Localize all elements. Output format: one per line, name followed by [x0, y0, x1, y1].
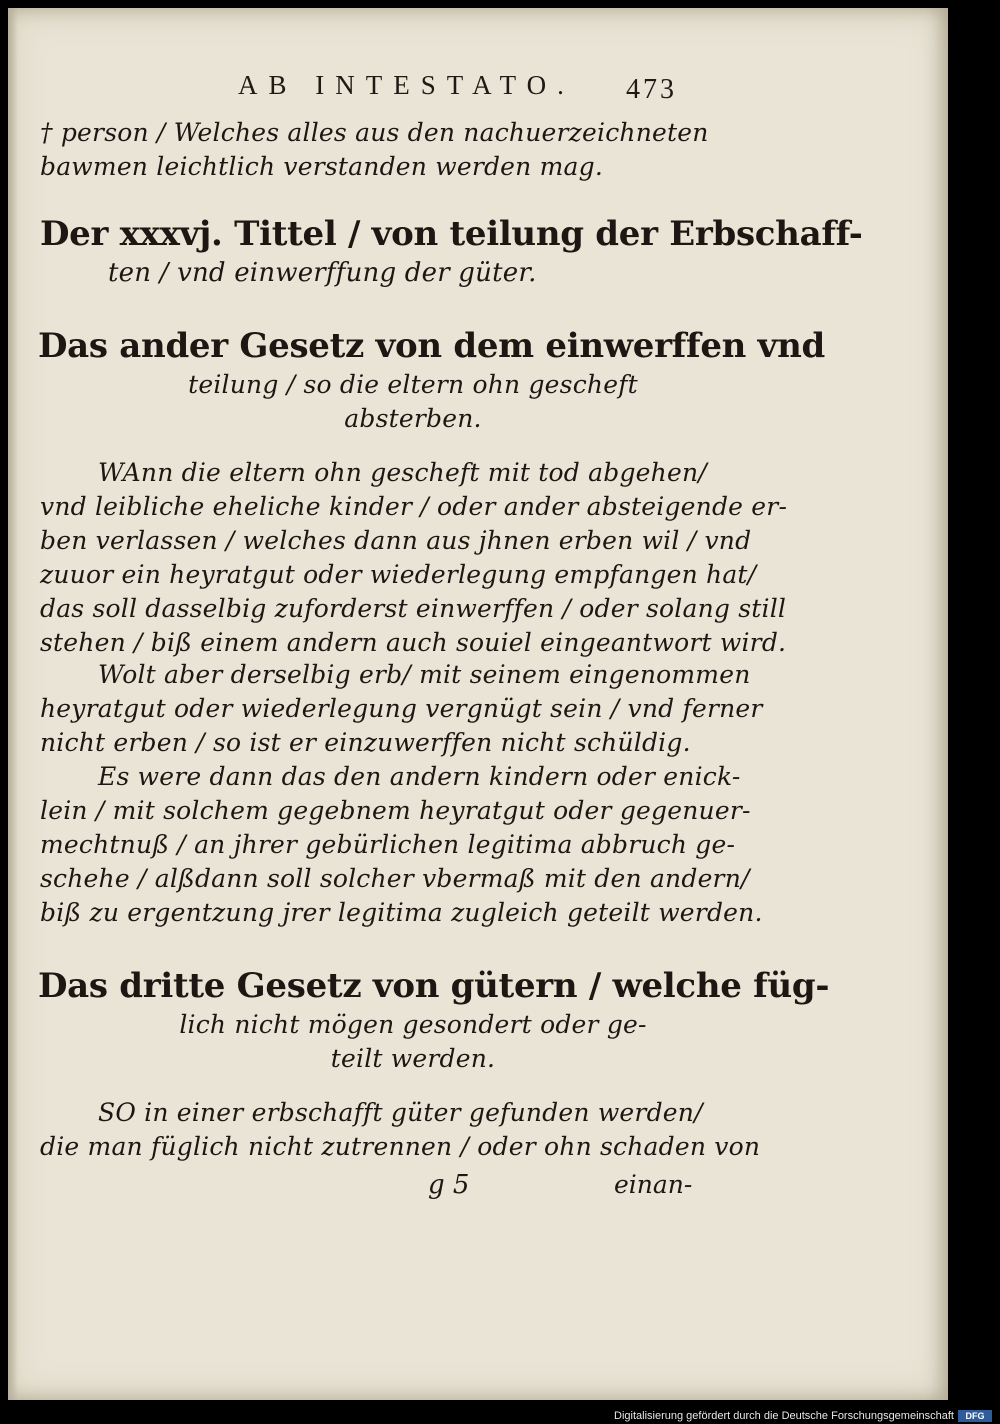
section-heading: Das dritte Gesetz von gütern / welche füg-	[38, 966, 830, 1006]
body-line: heyratgut oder wiederlegung vergnügt sein / vnd ferner	[40, 694, 763, 723]
dfg-logo: DFG	[958, 1410, 992, 1422]
body-line: das soll dasselbig zuforderst einwerffen / oder solang still	[40, 594, 787, 623]
digitization-credit: Digitalisierung gefördert durch die Deutsche Forschungsgemeinschaft	[614, 1410, 954, 1422]
intro-line: † person / Welches alles aus den nachuerzeichneten	[40, 118, 709, 147]
body-line: biß zu ergentzung jrer legitima zugleich geteilt werden.	[40, 898, 763, 927]
body-line: WAnn die eltern ohn gescheft mit tod abgehen/	[98, 458, 707, 487]
body-line: Wolt aber derselbig erb/ mit seinem eingenommen	[98, 660, 751, 689]
section-heading: Das ander Gesetz von dem einwerffen vnd	[38, 326, 825, 366]
section-heading: absterben.	[344, 404, 482, 433]
body-line: mechtnuß / an jhrer gebürlichen legitima abbruch ge-	[40, 830, 736, 859]
book-page	[8, 8, 948, 1400]
body-line: nicht erben / so ist er einzuwerffen nicht schüldig.	[40, 728, 691, 757]
title-line: Der xxxvj. Tittel / von teilung der Erbschaff-	[40, 214, 863, 254]
intro-line: bawmen leichtlich verstanden werden mag.	[40, 152, 603, 181]
running-head: AB INTESTATO.	[238, 70, 575, 100]
body-line: ben verlassen / welches dann aus jhnen erben wil / vnd	[40, 526, 752, 555]
body-line: lein / mit solchem gegebnem heyratgut oder gegenuer-	[40, 796, 751, 825]
section-heading: teilung / so die eltern ohn gescheft	[188, 370, 638, 399]
body-line: zuuor ein heyratgut oder wiederlegung empfangen hat/	[40, 560, 757, 589]
body-line: Es were dann das den andern kindern oder enick-	[98, 762, 741, 791]
body-line: vnd leibliche eheliche kinder / oder ander absteigende er-	[40, 492, 788, 521]
body-line: stehen / biß einem andern auch souiel eingeantwort wird.	[40, 628, 787, 657]
body-line: die man füglich nicht zutrennen / oder ohn schaden von	[40, 1132, 761, 1161]
body-line: schehe / alßdann soll solcher vbermaß mit den andern/	[40, 864, 750, 893]
body-line: SO in einer erbschafft güter gefunden werden/	[98, 1098, 703, 1127]
signature-mark: g 5	[428, 1170, 470, 1200]
section-heading: lich nicht mögen gesondert oder ge-	[179, 1010, 647, 1039]
page-number: 473	[626, 74, 677, 105]
title-line: ten / vnd einwerffung der güter.	[108, 258, 537, 288]
section-heading: teilt werden.	[330, 1044, 496, 1073]
catchword: einan-	[614, 1170, 693, 1199]
